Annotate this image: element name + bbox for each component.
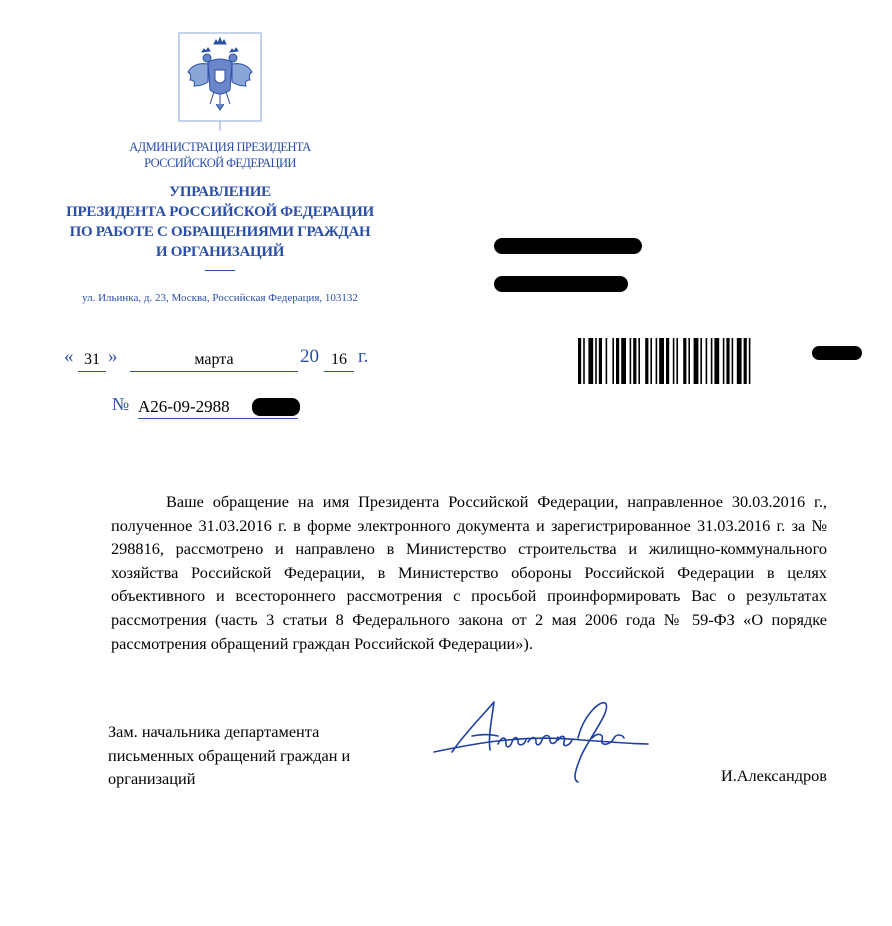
barcode-bar — [638, 338, 640, 384]
barcode-bar — [749, 338, 751, 384]
double-headed-eagle-icon — [178, 32, 262, 132]
signer-title-line-2: письменных обращений граждан и — [108, 745, 351, 765]
barcode-bar — [616, 338, 619, 384]
date-month: марта — [130, 349, 298, 372]
barcode-bar — [583, 338, 585, 384]
barcode-bar — [621, 338, 626, 384]
recipient-address-redaction — [494, 276, 628, 292]
department-name-line-3: ПО РАБОТЕ С ОБРАЩЕНИЯМИ ГРАЖДАН — [69, 224, 371, 240]
barcode-bar — [744, 338, 747, 384]
barcode-bar — [711, 338, 713, 384]
barcode-bar — [688, 338, 690, 384]
barcode-bar — [630, 338, 632, 384]
number-sign: № — [112, 394, 130, 414]
date-year-prefix: 20 — [300, 346, 319, 367]
barcode-bar — [726, 338, 729, 384]
barcode-bar — [694, 338, 699, 384]
barcode — [578, 338, 800, 384]
barcode-bar — [683, 338, 686, 384]
barcode-bar — [606, 338, 608, 384]
date-day: 31 — [78, 349, 106, 372]
signer-title — [108, 720, 428, 791]
date-year-suffix: 16 — [324, 349, 354, 372]
recipient-name-redaction — [494, 238, 642, 254]
date-year-unit: г. — [358, 346, 369, 367]
letter-body — [111, 490, 827, 655]
barcode-bar — [633, 338, 636, 384]
barcode-bar — [732, 338, 734, 384]
number-redaction — [252, 398, 300, 416]
signer-title-line-1: Зам. начальника департамента — [108, 722, 320, 741]
barcode-bar — [700, 338, 702, 384]
barcode-bar — [645, 338, 648, 384]
barcode-bar — [612, 338, 614, 384]
signer-name: И.Александров — [720, 766, 827, 785]
barcode-bar — [666, 338, 669, 384]
barcode-bar — [578, 338, 581, 384]
barcode-bar — [673, 338, 675, 384]
coat-of-arms-emblem — [178, 32, 262, 132]
department-name-line-2: ПРЕЗИДЕНТА РОССИЙСКОЙ ФЕДЕРАЦИИ — [66, 204, 374, 220]
date-close-quote: » — [108, 346, 118, 367]
date-open-quote: « — [64, 346, 74, 367]
letterhead-divider — [205, 270, 235, 271]
signer-title-line-3: организаций — [108, 769, 196, 789]
administration-name-line-2: РОССИЙСКОЙ ФЕДЕРАЦИИ — [144, 156, 296, 170]
barcode-bar — [706, 338, 708, 384]
barcode-bar — [676, 338, 678, 384]
letterhead-address: ул. Ильинка, д. 23, Москва, Российская Федерация, 103132 — [82, 292, 358, 304]
barcode-bar — [595, 338, 597, 384]
barcode-bar — [737, 338, 742, 384]
barcode-number-redaction — [812, 346, 862, 360]
department-name-line-1: УПРАВЛЕНИЕ — [169, 184, 271, 200]
body-paragraph: Ваше обращение на имя Президента Российской Федерации, направленное 30.03.2016 г., полученное 31.03.2016 г. в форме электронного документа и зарегистрированное 31.03.2016 г. за № 298816, рассмотрено и направлено в Министерство строительства и жилищно-коммунального хозяйства Российской Федерации, в Министерство обороны Российской Федерации в целях объективного и всестороннего рассмотрения с просьбой проинформировать Вас о результатах рассмотрения (часть 3 статьи 8 Федерального закона от 2 мая 2006 года № 59-ФЗ «О порядке рассмотрения обращений граждан Российской Федерации»). — [111, 492, 827, 653]
document-date — [62, 346, 402, 376]
barcode-bar — [656, 338, 658, 384]
administration-name-line-1: АДМИНИСТРАЦИЯ ПРЕЗИДЕНТА — [129, 140, 311, 154]
number-value: А26-09-2988 — [138, 396, 298, 419]
barcode-bar — [650, 338, 652, 384]
reference-number — [112, 394, 322, 422]
department-name-line-4: И ОРГАНИЗАЦИЙ — [155, 244, 285, 260]
barcode-bar — [588, 338, 593, 384]
barcode-bar — [714, 338, 719, 384]
barcode-bar — [659, 338, 664, 384]
barcode-bar — [599, 338, 602, 384]
barcode-bar — [723, 338, 725, 384]
